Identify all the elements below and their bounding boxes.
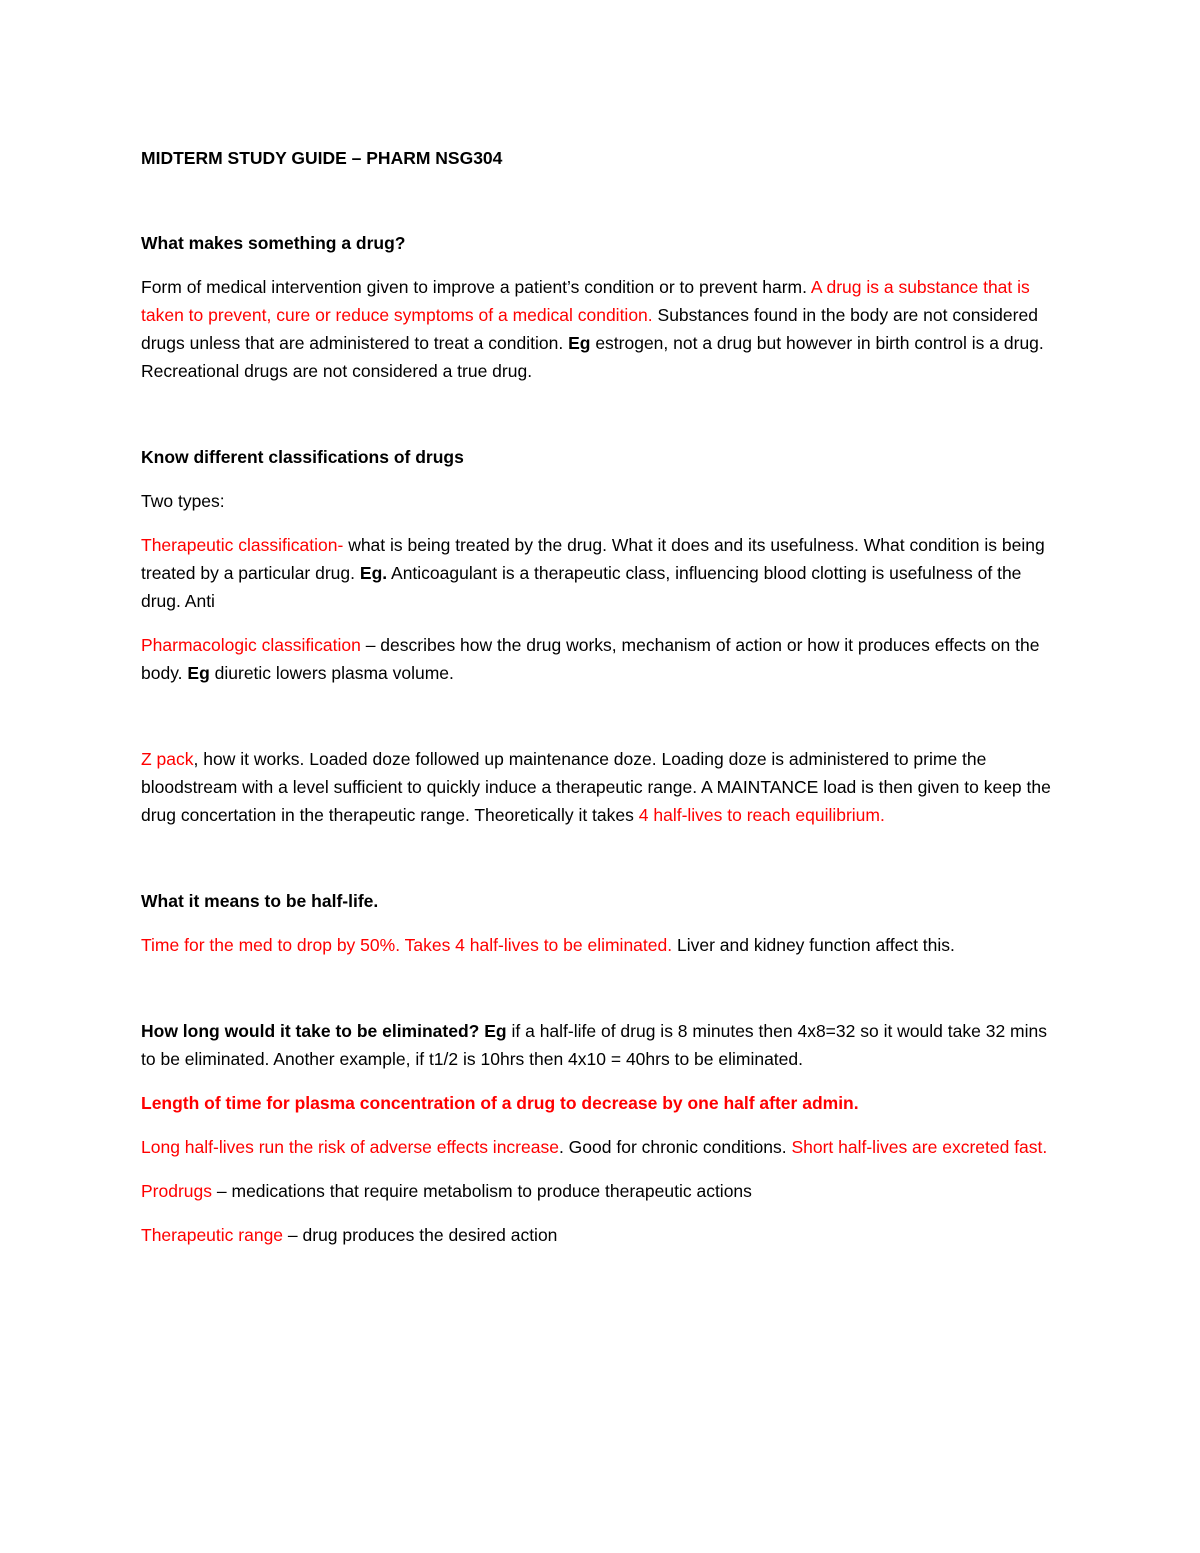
z-pack-equilibrium: 4 half-lives to reach equilibrium. [638, 805, 885, 825]
paragraph-prodrugs [141, 1177, 1061, 1205]
therapeutic-range-def: – drug produces the desired action [287, 1225, 558, 1245]
drug-def-text: Form of medical intervention given to improve a patient’s condition or to prevent harm. [141, 277, 807, 297]
paragraph-drug-definition [141, 273, 1061, 385]
elimination-question: How long would it take to be eliminated? [141, 1021, 480, 1041]
therapeutic-range-term: Therapeutic range [141, 1225, 284, 1245]
document-body [141, 144, 1061, 1249]
document-title: MIDTERM STUDY GUIDE – PHARM NSG304 [141, 148, 503, 168]
half-life-definition: Length of time for plasma concentration of a drug to decrease by one half after admin. [141, 1093, 859, 1113]
heading-what-makes-drug: What makes something a drug? [141, 233, 406, 253]
pharmacologic-eg: Eg [187, 663, 210, 683]
therapeutic-def-b: Anticoagulant is a therapeutic class, influencing blood clotting is usefulness of the drug. Anti [141, 563, 1022, 611]
therapeutic-term: Therapeutic classification- [141, 535, 344, 555]
pharmacologic-def-b: diuretic lowers plasma volume. [214, 663, 454, 683]
half-life-rest: Liver and kidney function affect this. [676, 935, 955, 955]
pharmacologic-term: Pharmacologic classification [141, 635, 361, 655]
heading-classifications: Know different classifications of drugs [141, 447, 464, 467]
paragraph-elimination [141, 1017, 1061, 1073]
paragraph-z-pack [141, 745, 1061, 829]
therapeutic-eg: Eg. [359, 563, 388, 583]
two-types-text: Two types: [141, 491, 225, 511]
short-half-lives-text: Short half-lives are excreted fast. [791, 1137, 1048, 1157]
z-pack-text: , how it works. Loaded doze followed up maintenance doze. Loading doze is administered to prime the bloodstream with a level sufficient to quickly induce a therapeutic range. A MAINTANCE load is then given to keep the drug concertation in the therapeutic range. Theoretically it takes [141, 749, 1051, 825]
z-pack-term: Z pack [141, 749, 194, 769]
pharmacologic-def-a: – describes how the drug works, mechanism of action or how it produces effects on the body. [141, 635, 1040, 683]
elimination-text: if a half-life of drug is 8 minutes then 4x8=32 so it would take 32 mins to be eliminated. Another example, if t1/2 is 10hrs then 4x10 = 40hrs to be eliminated. [141, 1021, 1047, 1069]
paragraph-therapeutic-classification [141, 531, 1061, 615]
elimination-eg: Eg [484, 1021, 507, 1041]
therapeutic-def-a: what is being treated by the drug. What it does and its usefulness. What condition is being treated by a particular drug. [141, 535, 1045, 583]
chronic-conditions-text: . Good for chronic conditions. [558, 1137, 787, 1157]
long-half-lives-text: Long half-lives run the risk of adverse effects increase [141, 1137, 559, 1157]
drug-def-eg: Eg [568, 333, 591, 353]
heading-half-life: What it means to be half-life. [141, 891, 379, 911]
drug-def-rest-a: Substances found in the body are not considered drugs unless that are administered to treat a condition. [141, 305, 1038, 353]
drug-def-highlight: A drug is a substance that is taken to prevent, cure or reduce symptoms of a medical condition. [141, 277, 1030, 325]
prodrugs-term: Prodrugs [141, 1181, 213, 1201]
paragraph-half-life [141, 931, 1061, 959]
paragraph-long-short-half-lives [141, 1133, 1061, 1161]
prodrugs-def: – medications that require metabolism to produce therapeutic actions [216, 1181, 752, 1201]
paragraph-pharmacologic-classification [141, 631, 1061, 687]
half-life-highlight: Time for the med to drop by 50%. Takes 4 half-lives to be eliminated. [141, 935, 673, 955]
drug-def-rest-b: estrogen, not a drug but however in birth control is a drug. Recreational drugs are not considered a true drug. [141, 333, 1044, 381]
paragraph-therapeutic-range [141, 1221, 1061, 1249]
